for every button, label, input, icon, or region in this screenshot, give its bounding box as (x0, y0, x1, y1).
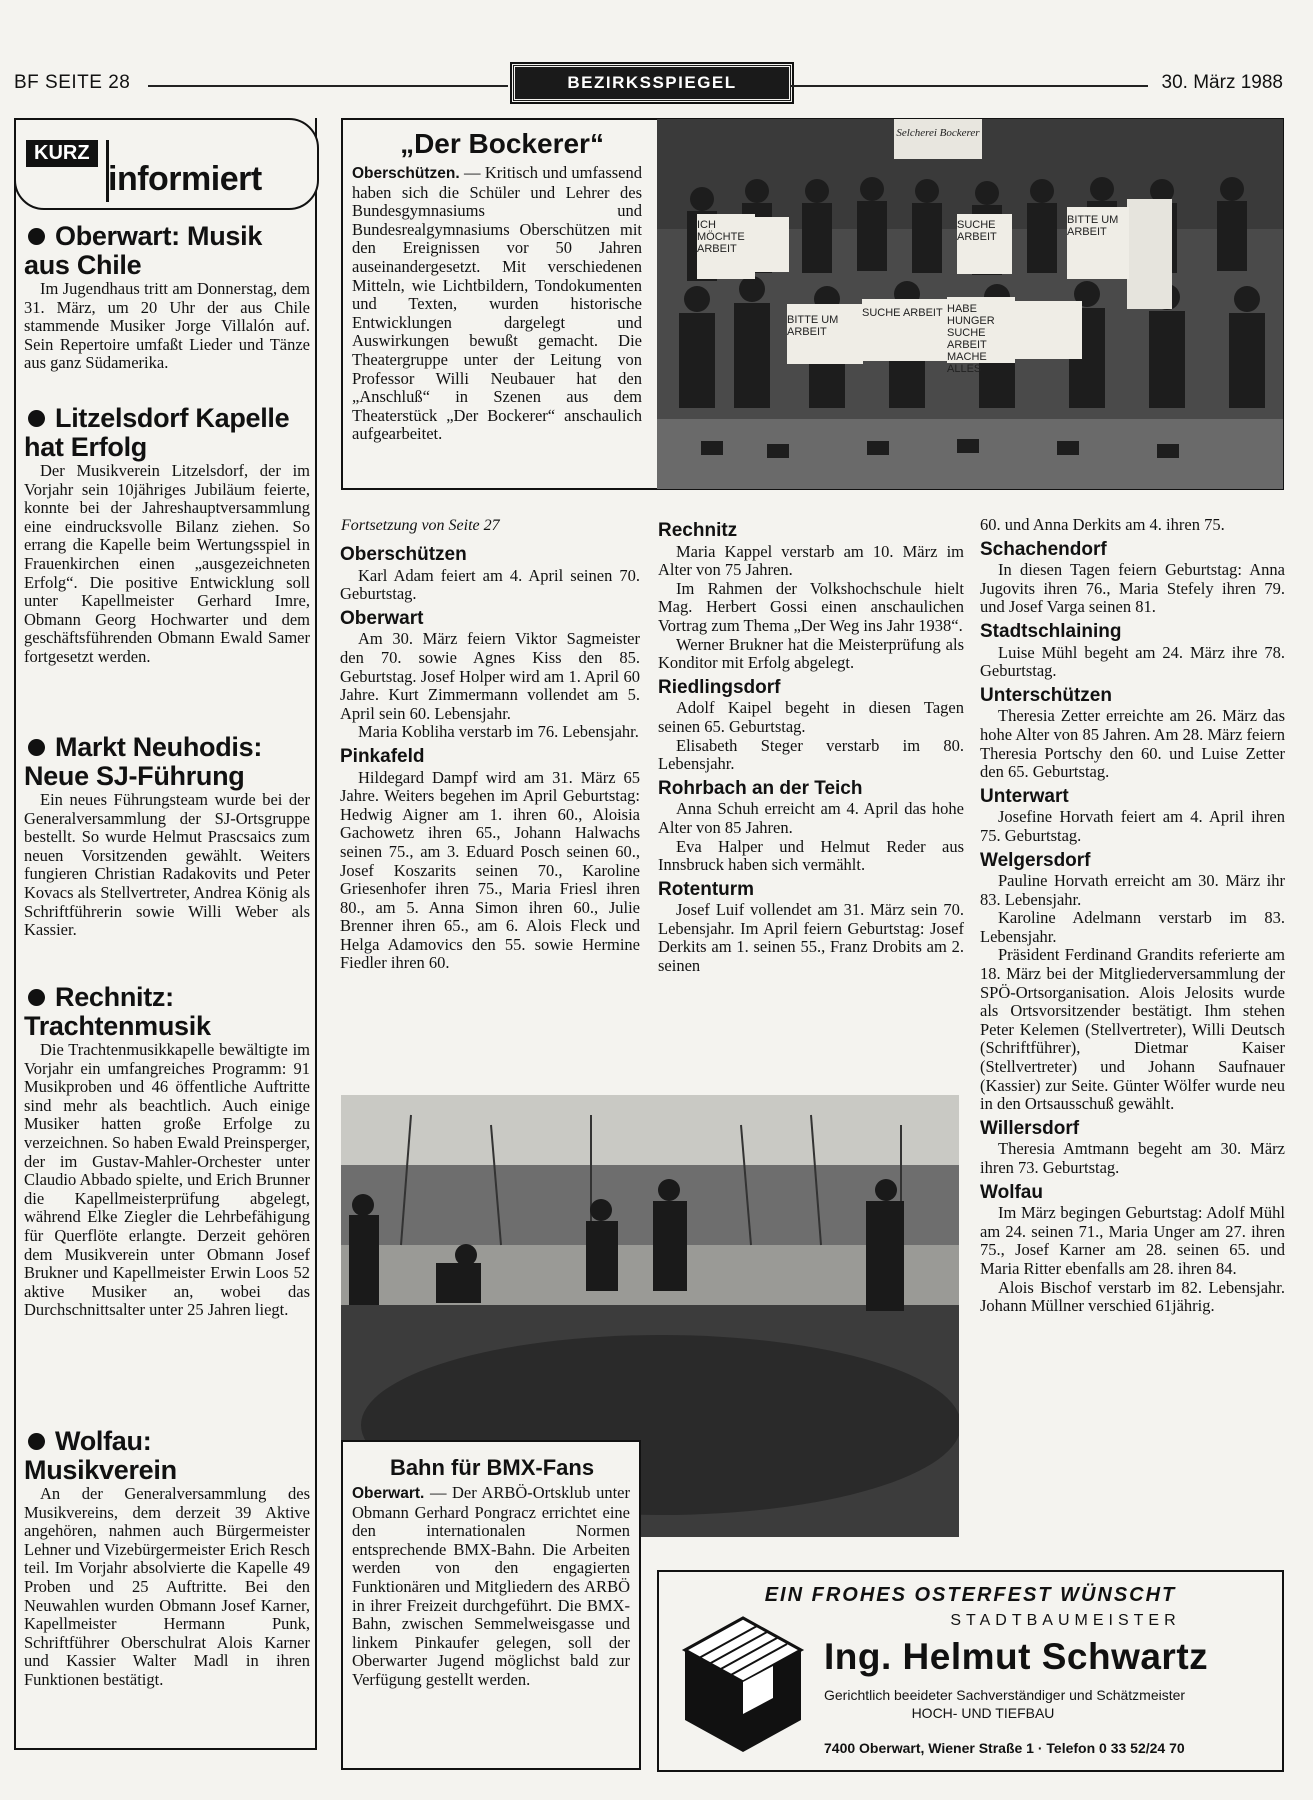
kurz-word: informiert (108, 160, 262, 198)
bmx-title: Bahn für BMX-Fans (389, 1455, 595, 1480)
ad-name: Ing. Helmut Schwartz (824, 1636, 1209, 1677)
ad-address: 7400 Oberwart, Wiener Straße 1 · Telefon 0 33 52/24 70 (824, 1740, 1185, 1756)
town-news-text: Pauline Horvath erreicht am 30. März ihr 83. Lebensjahr. (980, 871, 1285, 909)
ad-greeting: EIN FROHES OSTERFEST WÜNSCHT (764, 1584, 1177, 1606)
town-news-text: Eva Halper und Helmut Reder aus Innsbruck haben sich vermählt. (658, 836, 964, 875)
photo-sign: BITTE UM ARBEIT (1067, 214, 1119, 238)
bmx-body: — Der ARBÖ-Ortsklub unter Obmann Gerhard Pongracz errichtet eine den internationalen Normen entsprechende BMX-Bahn. Die Arbeiten werden von den engagierten Funktionären und Mitgliedern des ARBÖ in ihrer Freizeit durchgeführt. Die BMX-Bahn, zwischen Semmelweisgasse und linkem Pinkaufer gelegen, soll der Oberwarter Jugend möglichst bald zur Verfügung gestellt werden. (352, 1483, 630, 1689)
town-news-text: Josef Luif vollendet am 31. März sein 70. Lebensjahr. Im April feiern Geburtstag: Josef Derkits am 1. seinen 55., Franz Drobits am 2. seinen (658, 900, 964, 976)
town-heading: Schachendorf (980, 538, 1107, 560)
town-news-text: Josefine Horvath feiert am 4. April ihren 75. Geburtstag. (980, 807, 1285, 845)
bockerer-lead: Oberschützen. (352, 165, 460, 182)
brief-litzelsdorf (24, 404, 310, 667)
town-news-text: Alois Bischof verstarb im 82. Lebensjahr. Johann Müllner verschied 61jährig. (980, 1277, 1285, 1316)
town-news-text: Werner Brukner hat die Meisterprüfung als Konditor mit Erfolg abgelegt. (658, 634, 964, 673)
town-news-text: Maria Kobliha verstarb im 76. Lebensjahr. (358, 722, 639, 742)
bockerer-photo (657, 119, 1283, 489)
brief-rechnitz (24, 983, 310, 1320)
town-heading: Willersdorf (980, 1117, 1080, 1139)
town-news-text: Im März begingen Geburtstag: Adolf Mühl am 24. seinen 71., Maria Unger am 27. ihren 75., Josef Karner am 28. seinen 65. und Maria Ritter ebenfalls am 28. ihren 84. (980, 1203, 1285, 1278)
page-label: BF SEITE 28 (14, 72, 131, 93)
town-heading: Unterschützen (980, 684, 1112, 706)
brief-title: Rechnitz: Trachtenmusik (24, 982, 211, 1041)
bullet-icon (28, 410, 45, 427)
brief-title: Wolfau: Musikverein (24, 1426, 177, 1485)
bullet-icon (28, 989, 45, 1006)
town-heading: Stadtschlaining (980, 620, 1122, 642)
bullet-icon (28, 1433, 45, 1450)
town-heading: Wolfau (980, 1181, 1043, 1203)
town-news-text: Theresia Zetter erreichte am 26. März das hohe Alter von 85 Jahren. Am 28. März feiern Theresia Portschy den 60. und Luise Zetter den 65. Geburtstag. (980, 706, 1285, 782)
town-news-text: Im Rahmen der Volkshochschule hielt Mag. Herbert Gossi einen anschaulichen Vortrag zum Thema „Der Weg ins Jahr 1938“. (658, 578, 964, 635)
town-heading: Pinkafeld (340, 745, 425, 767)
bullet-icon (28, 228, 45, 245)
ad-service: HOCH- UND TIEFBAU (911, 1705, 1055, 1721)
town-news-text: Am 30. März feiern Viktor Sagmeister den 70. sowie Agnes Kiss den 85. Geburtstag. Josef Holper wird am 1. April 60 Jahre. Kurt Zimmermann vollendet am 5. April sein 60. Lebensjahr. (340, 629, 640, 723)
brief-text: Der Musikverein Litzelsdorf, der im Vorjahr sein 10jähriges Jubiläum feierte, konnte bei der Jahreshauptversammlung eine eindrucksvolle Bilanz ziehen. So errang die Kapelle beim Wertungsspiel in Frauenkirchen einen „ausgezeichneten Erfolg“. Die positive Entwicklung soll unter Kapellmeister Gerhard Imre, Obmann Georg Hochwarter und dem geschäftsführenden Obmann Ewald Samer fortgesetzt werden. (24, 461, 310, 666)
town-news-text: Elisabeth Steger verstarb im 80. Lebensjahr. (658, 735, 964, 774)
town-news-text: Hildegard Dampf wird am 31. März 65 Jahre. Weiters begehen im April Geburtstag: Hedwig Aigner am 1. ihren 60., Aloisia Gachowetz ihren 65., Johann Halwachs seinen 75., am 3. Eduard Posch seinen 60., Josef Koszarits seinen 70., Karoline Griesenhofer ihren 75., Maria Friesl ihren 80., am 5. Anna Simon ihren 60., Julie Brenner ihren 65., am 6. Alois Fleck und Helga Adamovics den 55. sowie Hermine Fiedler ihren 60. (340, 767, 640, 973)
brief-wolfau (24, 1427, 310, 1690)
bockerer-title: „Der Bockerer“ (400, 128, 604, 159)
brief-text: Im Jugendhaus tritt am Donnerstag, dem 31. März, um 20 Uhr der aus Chile stammende Musiker Jorge Villalón auf. Sein Repertoire umfaßt Lieder und Tänze aus ganz Südamerika. (24, 279, 310, 373)
town-heading: Welgersdorf (980, 849, 1091, 871)
bockerer-text (352, 164, 642, 444)
bullet-icon (28, 739, 45, 756)
photo-sign: SUCHE ARBEIT (862, 307, 943, 319)
town-news-text: Luise Mühl begeht am 24. März ihre 78. Geburtstag. (980, 642, 1285, 681)
brief-title: Oberwart: Musik aus Chile (24, 221, 263, 280)
town-news-text: Anna Schuh erreicht am 4. April das hohe Alter von 85 Jahren. (658, 799, 964, 837)
photo-sign: HABE HUNGER SUCHE ARBEIT MACHE ALLES (947, 303, 995, 375)
issue-date: 30. März 1988 (1161, 72, 1283, 93)
bmx-lead: Oberwart. (352, 1485, 425, 1502)
kurz-tag: KURZ (26, 140, 98, 167)
town-news-text: Karoline Adelmann verstarb im 83. Lebensjahr. (980, 908, 1285, 946)
town-heading: Rotenturm (658, 878, 755, 900)
brief-title: Markt Neuhodis: Neue SJ-Führung (24, 732, 263, 791)
bockerer-body: — Kritisch und umfassend haben sich die Schüler und Lehrer des Bundesgymnasiums und Bundesrealgymnasiums Oberschützen mit den Ereignissen vor 50 Jahren auseinandergesetzt. Mit verschiedenen Mitteln, wie Lichtbildern, Tondokumenten und Texten, wurden historische Entwicklungen dargelegt und Auswirkungen bewußt gemacht. Die Theatergruppe unter der Leitung von Professor Willi Neubauer hat den „Anschluß“ in Szenen aus dem Theaterstück „Der Bockerer“ anschaulich aufgearbeitet. (352, 163, 642, 444)
town-news-text: 60. und Anna Derkits am 4. ihren 75. (980, 515, 1225, 534)
ad-qualification: Gerichtlich beeideter Sachverständiger und Schätzmeister (824, 1687, 1186, 1703)
photo-sign: ICH MÖCHTE ARBEIT (697, 219, 745, 255)
brief-markt-neuhodis (24, 733, 310, 940)
town-news-text: Karl Adam feiert am 4. April seinen 70. Geburtstag. (340, 565, 640, 604)
town-heading: Unterwart (980, 785, 1069, 807)
town-news-text: Theresia Amtmann begeht am 30. März ihren 73. Geburtstag. (980, 1139, 1285, 1177)
easter-ad (657, 1570, 1284, 1772)
photo-sign: SUCHE ARBEIT (957, 219, 997, 243)
town-news-text: Adolf Kaipel begeht in diesen Tagen seinen 65. Geburtstag. (658, 698, 964, 736)
continued-note: Fortsetzung von Seite 27 (341, 517, 500, 534)
births-column-2 (658, 516, 964, 976)
brief-title: Litzelsdorf Kapelle hat Erfolg (24, 403, 290, 462)
town-news-text: Präsident Ferdinand Grandits referierte am 18. März bei der Mitgliederversammlung der SPÖ-Ortsorganisation. Alois Jelosits wurde als Ortsvorsitzender bestätigt. Ihm stehen Peter Kelemen (Stellvertreter), Willi Deutsch (Schriftführer), Dietmar Kaiser (Stellvertreter) und Johann Saufnauer (Kassier) zur Seite. Günter Wölfer wurde neu in den Ortsausschuß gewählt. (980, 945, 1285, 1114)
town-heading: Oberschützen (340, 544, 467, 565)
brief-text: An der Generalversammlung des Musikvereins, dem derzeit 39 Aktive angehören, nahmen auch Bürgermeister Lehner und Vizebürgermeister Erich Resch teil. Im Vorjahr absolvierte die Kapelle 49 Proben und 25 Auftritte. Bei den Neuwahlen wurden Obmann Josef Karner, Kapellmeister Hermann Punk, Schriftführer Oberschulrat Alois Karner und Kassier Walter Madl in ihren Funktionen bestätigt. (24, 1484, 310, 1689)
section-title: BEZIRKSSPIEGEL (512, 64, 792, 102)
photo-sign: BITTE UM ARBEIT (787, 314, 839, 338)
brief-text: Die Trachtenmusikkapelle bewältigte im Vorjahr ein umfangreiches Programm: 91 Musikproben und 46 öffentliche Auftritte sind mehr als beachtlich. Auch einige Musiker hatten große Erfolge zu verzeichnen. So haben Ewald Preinsperger, der im Gustav-Mahler-Orchester unter Claudio Abbado spielte, und Erich Brunner die Kapellmeisterprüfung abgelegt, während Elke Ziegler die Lehrbefähigung für Querflöte erlangte. Derzeit gehören dem Musikverein unter Obmann Josef Brukner und Kapellmeister Erwin Loos 52 aktive Musiker an, wobei das Durchschnittsalter unter 25 Jahren liegt. (24, 1040, 310, 1320)
births-column-1 (340, 540, 640, 973)
town-heading: Oberwart (340, 607, 424, 629)
brief-text: Ein neues Führungsteam wurde bei der Generalversammlung der SJ-Ortsgruppe bestellt. So wurde Helmut Prascsaics zum neuen Vorsitzenden gewählt. Weiters fungieren Christian Radakovits und Peter Kovacs als Stellvertreter, Andrea König als Schriftführerin sowie Willi Weber als Kassier. (24, 790, 310, 940)
bmx-text (352, 1484, 630, 1690)
town-heading: Rohrbach an der Teich (658, 777, 863, 799)
town-heading: Rechnitz (658, 520, 738, 541)
births-column-3 (980, 516, 1285, 1316)
header-rule-right (790, 85, 1148, 87)
ad-profession: STADTBAUMEISTER (950, 1612, 1181, 1629)
town-news-text: In diesen Tagen feiern Geburtstag: Anna Jugovits ihren 76., Maria Stefely ihren 79. und Josef Varga seinen 81. (980, 560, 1285, 617)
town-news-text: Maria Kappel verstarb am 10. März im Alter von 75 Jahren. (658, 541, 964, 580)
header-rule-left (148, 85, 508, 87)
brief-oberwart (24, 222, 310, 373)
cube-logo-icon (673, 1610, 813, 1760)
photo-sign-shop: Selcherei Bockerer (896, 127, 980, 139)
town-heading: Riedlingsdorf (658, 676, 781, 698)
